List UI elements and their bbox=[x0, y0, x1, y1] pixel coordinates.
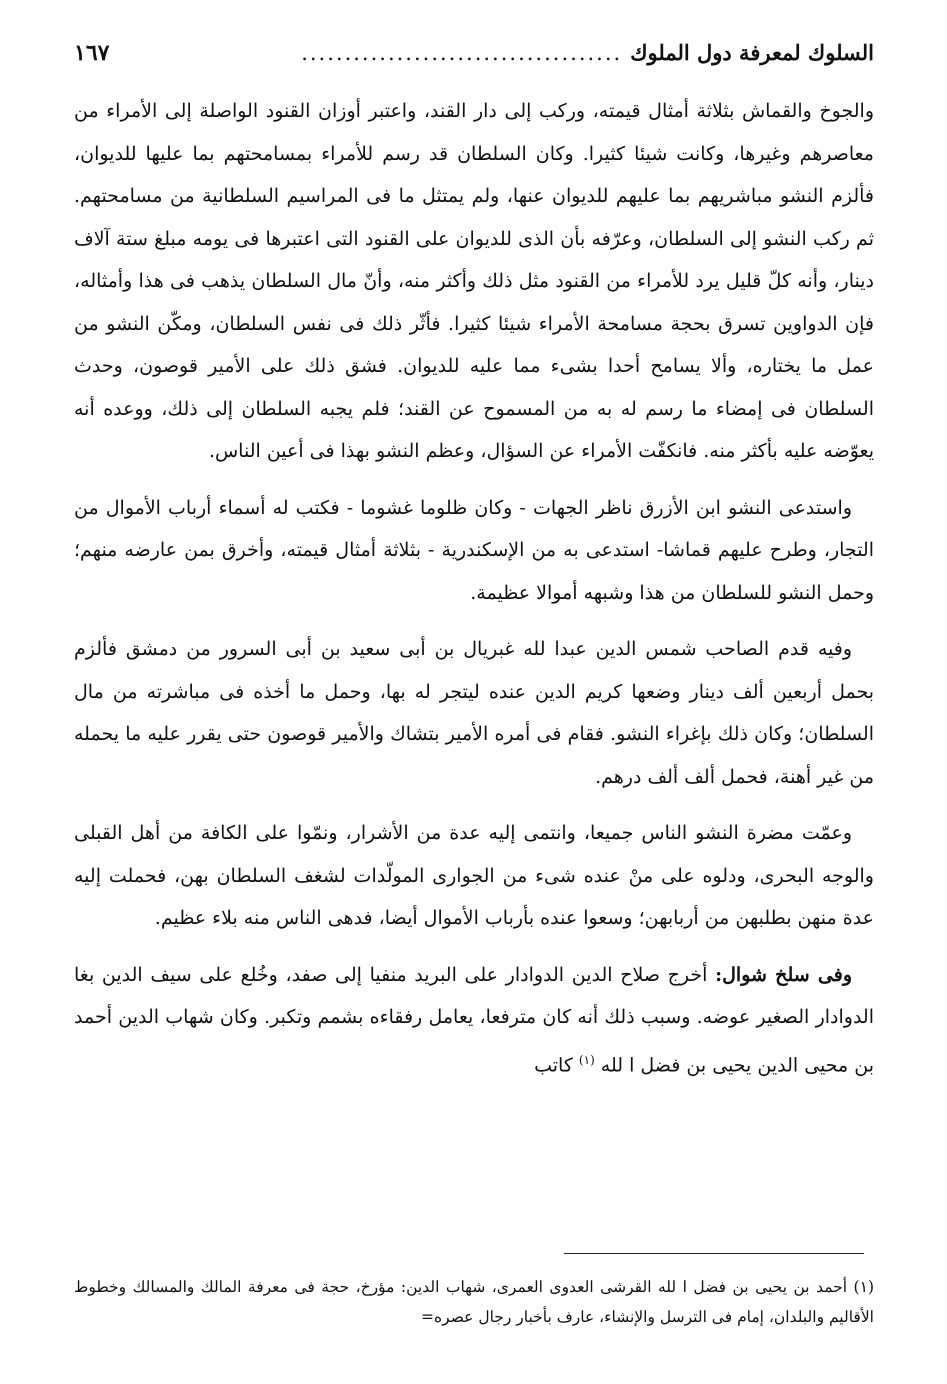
book-page bbox=[74, 40, 874, 1086]
paragraph-3: وفيه قدم الصاحب شمس الدين عبدا لله غبريال بن أبى سعيد بن أبى السرور من دمشق فألزم بحمل أربعين ألف دينار وضعها كريم الدين عنده ليتجر له بها، وحمل ما أخذه فى مباشرته من مال السلطان؛ وكان ذلك بإغراء النشو. فقام فى أمره الأمير بتشاك والأمير قوصون حتى يقرر عليه ما يحمله من غير أهنة، فحمل ألف ألف درهم. bbox=[74, 638, 874, 788]
paragraph-1: والجوخ والقماش بثلاثة أمثال قيمته، وركب إلى دار القند، واعتبر أوزان القنود الواصلة إلى الأمراء من معاصرهم وغيرها، وكانت شيئا كثيرا. وكان السلطان قد رسم للأمراء بمسامحتهم بما عليها للديوان، فألزم النشو مباشريهم بما عليهم للديوان عنها، ولم يمتثل ما فى المراسيم السلطانية من مسامحتهم. ثم ركب النشو إلى السلطان، وعرّفه بأن الذى للديوان على القنود التى اعتبرها فى يومه مبلغ ستة آلاف دينار، وأنه كلّ قليل يرد للأمراء من القنود مثل ذلك وأكثر منه، وأنّ مال السلطان يذهب فى هذا وأمثاله، فإن الدواوين تسرق بحجة مسامحة الأمراء شيئا كثيرا. فأثّر ذلك فى نفس السلطان، ومكّن النشو من عمل ما يختاره، وألا يسامح أحدا بشىء مما عليه للديوان. فشق ذلك على الأمير قوصون، وحدث السلطان فى إمضاء ما رسم له به من المسموح عن القند؛ فلم يجبه السلطان إلى ذلك، ووعده أنه يعوّضه عليه بأكثر منه. فانكفّت الأمراء عن السؤال، وعظم النشو بهذا فى أعين الناس. bbox=[74, 100, 874, 462]
page-header bbox=[74, 40, 874, 90]
paragraph-5-tail: كاتب bbox=[534, 1053, 573, 1076]
page-number: ١٦٧ bbox=[74, 40, 110, 66]
footnote-divider bbox=[564, 1253, 864, 1254]
paragraph-5 bbox=[74, 954, 874, 1087]
footnote: (١) أحمد بن يحيى بن فضل ا لله القرشى العدوى العمرى، شهاب الدين: مؤرخ، حجة فى معرفة المالك والمسالك وخطوط الأقاليم والبلدان، إمام فى الترسل والإنشاء، عارف بأخبار رجال عصره= bbox=[74, 1278, 874, 1326]
main-text bbox=[74, 90, 874, 1086]
paragraph-2: واستدعى النشو ابن الأزرق ناظر الجهات - وكان ظلوما غشوما - فكتب له أسماء أرباب الأموال من التجار، وطرح عليهم قماشا- استدعى به من الإسكندرية - بثلاثة أمثال قيمته، وأخرق بمن عارضه منهم؛ وحمل النشو للسلطان من هذا وشبهه أموالا عظيمة. bbox=[74, 496, 874, 604]
running-title: السلوك لمعرفة دول الملوك bbox=[630, 40, 874, 65]
footnote-reference: (١) bbox=[578, 1052, 595, 1067]
leader-dots: ..................................... bbox=[301, 41, 623, 65]
paragraph-5-text: أخرج صلاح الدين الدوادار على البريد منفيا إلى صفد، وخُلع على سيف الدين بغا الدوادار الصغير عوضه. وسبب ذلك أنه كان مترفعا، يعامل رفقاءه بشمم وتكبر. وكان شهاب الدين أحمد بن محيى الدين يحيى بن فضل ا لله bbox=[74, 963, 874, 1076]
paragraph-4: وعمّت مضرة النشو الناس جميعا، وانتمى إليه عدة من الأشرار، ونمّوا على الكافة من أهل القبلى والوجه البحرى، ودلوه على منْ عنده شىء من الجوارى المولّدات لشغف السلطان بهن، فحملت إليه عدة منهن بطلبهن من أربابهن؛ وسعوا عنده بأرباب الأموال أيضا، فدهى الناس منه بلاء عظيم. bbox=[74, 822, 874, 929]
paragraph-lead: وفى سلخ شوال: bbox=[715, 963, 852, 986]
